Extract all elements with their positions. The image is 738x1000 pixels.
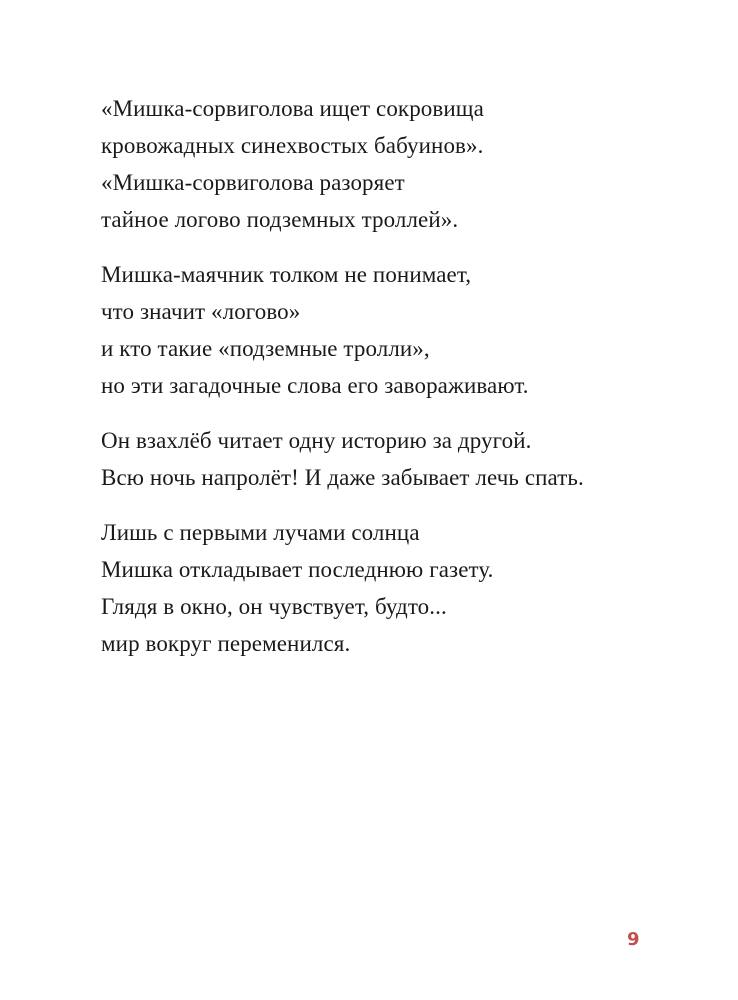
page-number: 9 <box>627 929 640 950</box>
stanza-4 <box>101 514 701 662</box>
stanza-3 <box>101 422 701 496</box>
text-line: тайное логово подземных троллей». <box>101 207 459 232</box>
text-line: кровожадных синехвостых бабуинов». <box>101 133 484 158</box>
text-line: что значит «логово» <box>101 299 301 324</box>
text-line: но эти загадочные слова его завораживают. <box>101 373 529 398</box>
text-line: «Мишка-сорвиголова разоряет <box>101 170 405 195</box>
text-line: Мишка откладывает последнюю газету. <box>101 557 494 582</box>
text-line: Глядя в окно, он чувствует, будто... <box>101 594 447 619</box>
stanza-2 <box>101 256 701 404</box>
text-line: Мишка-маячник толком не понимает, <box>101 262 472 287</box>
text-line: Он взахлёб читает одну историю за другой. <box>101 428 532 453</box>
text-line: «Мишка-сорвиголова ищет сокровища <box>101 96 484 121</box>
text-line: и кто такие «подземные тролли», <box>101 336 430 361</box>
poem-text <box>101 90 701 680</box>
text-line: мир вокруг переменился. <box>101 631 351 656</box>
stanza-1 <box>101 90 701 238</box>
text-line: Всю ночь напролёт! И даже забывает лечь спать. <box>101 465 584 490</box>
text-line: Лишь с первыми лучами солнца <box>101 520 420 545</box>
